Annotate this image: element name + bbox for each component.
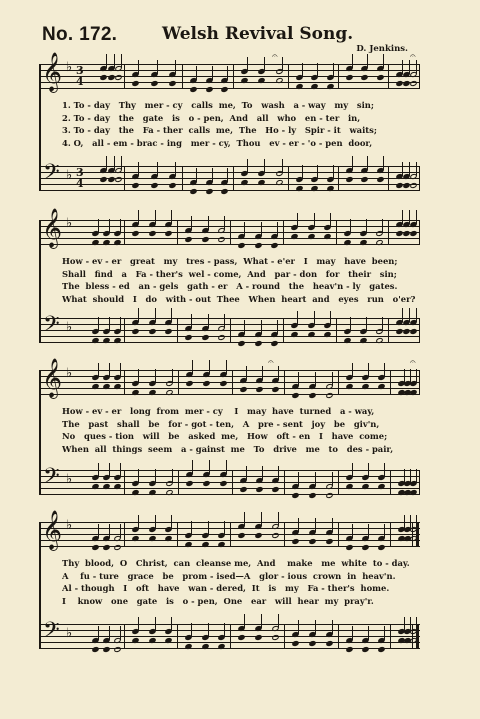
note-head bbox=[237, 634, 245, 641]
lyric-line: I know one gate is o - pen, One ear will hear my pray'r. bbox=[62, 595, 374, 606]
note-head bbox=[325, 640, 333, 647]
note-stem bbox=[98, 626, 99, 640]
note-head bbox=[291, 640, 299, 647]
note-head bbox=[361, 646, 369, 653]
note-stem bbox=[298, 620, 299, 634]
note-stem bbox=[315, 620, 316, 634]
lyrics-block bbox=[62, 557, 422, 607]
note-head bbox=[308, 640, 316, 647]
note-stem bbox=[261, 614, 262, 628]
flat-key-signature: ♭ bbox=[66, 60, 73, 75]
lyric-line: No ques - tion will be asked me, How oft - en I have come; bbox=[62, 431, 388, 442]
time-signature-top: 3 bbox=[76, 64, 84, 77]
note-head bbox=[271, 532, 279, 539]
barline bbox=[338, 522, 339, 547]
time-signature-bottom: 4 bbox=[76, 75, 84, 88]
lyric-line: A fu - ture grace be prom - ised—A glor - ious crown in heav'n. bbox=[62, 570, 396, 581]
treble-staff bbox=[40, 510, 420, 550]
barline bbox=[284, 522, 285, 547]
final-barline bbox=[416, 522, 419, 547]
note-stem bbox=[120, 524, 121, 538]
treble-clef: 𝄞 bbox=[42, 208, 63, 248]
barline bbox=[177, 522, 178, 547]
barline bbox=[338, 624, 339, 649]
lyric-line: How - ev - er long from mer - cy I may have turned a - way, bbox=[62, 406, 375, 416]
bass-clef: 𝄢 bbox=[43, 618, 60, 648]
note-stem bbox=[109, 524, 110, 538]
note-stem bbox=[368, 524, 369, 538]
flat-key-signature: ♭ bbox=[66, 168, 73, 183]
treble-clef: 𝄞 bbox=[42, 52, 63, 92]
note-stem bbox=[332, 620, 333, 634]
note-stem bbox=[244, 614, 245, 628]
note-stem bbox=[384, 626, 385, 640]
note-stem bbox=[368, 626, 369, 640]
barline bbox=[124, 522, 125, 547]
flat-key-signature: ♭ bbox=[66, 626, 73, 641]
time-signature-bottom: 4 bbox=[76, 177, 84, 190]
lyric-line: When all things seem a - gainst me To drive me to des - pair, bbox=[62, 443, 394, 454]
note-stem bbox=[224, 521, 225, 535]
barline bbox=[177, 624, 178, 649]
note-stem bbox=[352, 524, 353, 538]
lyric-line: What should I do with - out Thee When heart and eyes run o'er? bbox=[62, 293, 416, 304]
note-head bbox=[254, 532, 262, 539]
note-stem bbox=[261, 512, 262, 526]
note-stem bbox=[138, 617, 139, 631]
note-head bbox=[113, 646, 121, 653]
fermata: 𝄐 bbox=[272, 51, 278, 62]
treble-clef: 𝄞 bbox=[42, 358, 63, 398]
note-stem bbox=[278, 614, 279, 628]
barline bbox=[124, 624, 125, 649]
note-head bbox=[91, 646, 99, 653]
barline bbox=[284, 624, 285, 649]
barline bbox=[390, 624, 391, 649]
flat-key-signature: ♭ bbox=[66, 216, 73, 231]
bass-staff bbox=[40, 618, 420, 648]
note-stem bbox=[155, 617, 156, 631]
note-stem bbox=[98, 524, 99, 538]
note-head bbox=[102, 646, 110, 653]
note-stem bbox=[171, 617, 172, 631]
lyric-line: The past shall be for - got - ten, A pre - sent joy be giv'n, bbox=[62, 418, 380, 429]
lyric-line: 3. To - day the Fa - ther calls me, The Ho - ly Spir - it waits; bbox=[62, 125, 377, 136]
hymn-number: No. 172. bbox=[42, 24, 118, 45]
music-system bbox=[40, 0, 420, 719]
note-stem bbox=[315, 518, 316, 532]
note-head bbox=[102, 544, 110, 551]
note-head bbox=[237, 532, 245, 539]
note-stem bbox=[332, 518, 333, 532]
lyric-line: Al - though I oft have wan - dered, It is my Fa - ther's home. bbox=[62, 583, 390, 594]
final-barline bbox=[416, 624, 419, 649]
note-stem bbox=[155, 515, 156, 529]
bass-clef: 𝄢 bbox=[43, 312, 60, 342]
lyric-line: 1. To - day Thy mer - cy calls me, To wash a - way my sin; bbox=[62, 100, 374, 110]
note-stem bbox=[138, 515, 139, 529]
barline bbox=[390, 522, 391, 547]
note-stem bbox=[278, 512, 279, 526]
note-head bbox=[291, 538, 299, 545]
note-stem bbox=[224, 623, 225, 637]
composer-credit: D. Jenkins. bbox=[356, 44, 408, 54]
barline bbox=[230, 624, 231, 649]
lyric-line: 4. O, all - em - brac - ing mer - cy, Thou ev - er - 'o - pen door, bbox=[62, 137, 373, 148]
flat-key-signature: ♭ bbox=[66, 472, 73, 487]
fermata: 𝄐 bbox=[410, 357, 416, 368]
note-head bbox=[325, 538, 333, 545]
bass-clef: 𝄢 bbox=[43, 160, 60, 190]
note-stem bbox=[384, 524, 385, 538]
flat-key-signature: ♭ bbox=[66, 518, 73, 533]
note-stem bbox=[298, 518, 299, 532]
note-head bbox=[113, 544, 121, 551]
hymn-title: Welsh Revival Song. bbox=[162, 24, 354, 44]
note-head bbox=[361, 544, 369, 551]
note-head bbox=[271, 634, 279, 641]
barline bbox=[230, 522, 231, 547]
fermata: 𝄐 bbox=[410, 51, 416, 62]
note-stem bbox=[244, 512, 245, 526]
flat-key-signature: ♭ bbox=[66, 320, 73, 335]
note-head bbox=[345, 544, 353, 551]
note-head bbox=[345, 646, 353, 653]
note-stem bbox=[109, 626, 110, 640]
note-stem bbox=[191, 521, 192, 535]
barline bbox=[412, 624, 413, 649]
time-signature-top: 3 bbox=[76, 166, 84, 179]
note-head bbox=[308, 538, 316, 545]
note-stem bbox=[208, 623, 209, 637]
note-stem bbox=[352, 626, 353, 640]
lyric-line: Shall find a Fa - ther's wel - come, And par - don for their sin; bbox=[62, 268, 397, 279]
note-head bbox=[91, 544, 99, 551]
note-stem bbox=[120, 626, 121, 640]
treble-clef: 𝄞 bbox=[42, 510, 63, 550]
note-head bbox=[254, 634, 262, 641]
barline bbox=[412, 522, 413, 547]
bass-clef: 𝄢 bbox=[43, 464, 60, 494]
lyric-line: The bless - ed an - gels gath - er A - round the heav'n - ly gates. bbox=[62, 281, 398, 292]
fermata: 𝄐 bbox=[268, 357, 274, 368]
note-stem bbox=[171, 515, 172, 529]
flat-key-signature: ♭ bbox=[66, 366, 73, 381]
lyric-line: How - ev - er great my tres - pass, What - e'er I may have been; bbox=[62, 256, 398, 266]
lyric-line: 2. To - day the gate is o - pen, And all who en - ter in, bbox=[62, 112, 361, 123]
note-stem bbox=[208, 521, 209, 535]
lyric-line: Thy blood, O Christ, can cleanse me, And make me white to - day. bbox=[62, 558, 410, 568]
note-stem bbox=[191, 623, 192, 637]
